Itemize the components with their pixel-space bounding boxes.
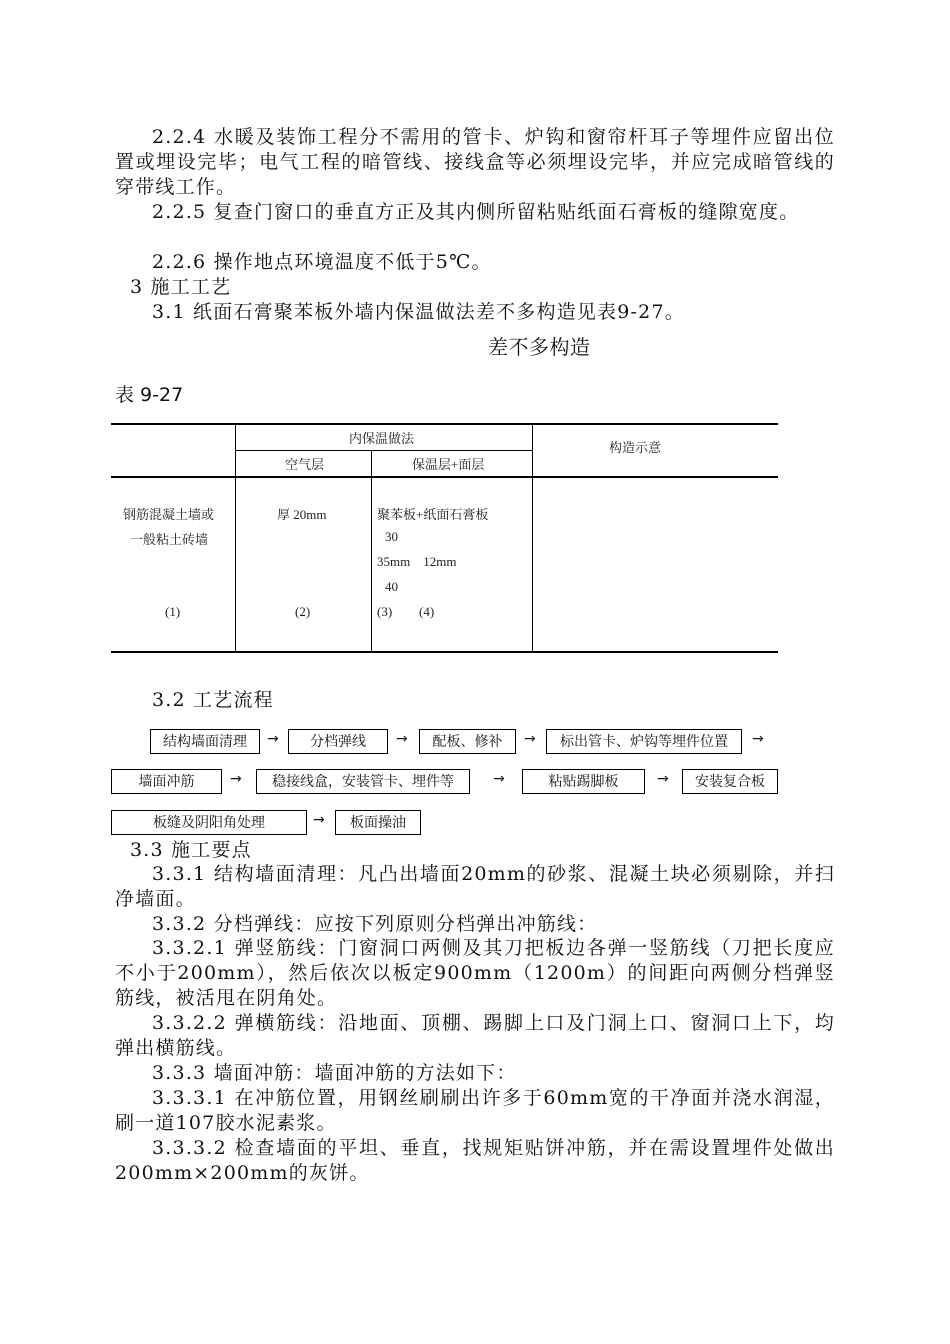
flow-step: 板面操油 (335, 810, 421, 835)
flow-step: 配板、修补 (419, 729, 516, 754)
paragraph-3-3-2-2: 3.3.2.2 弹横筋线：沿地面、顶棚、踢脚上口及门洞上口、窗洞口上下，均弹出横筋线。 (115, 1012, 835, 1059)
arrow-right-icon: → (396, 731, 408, 747)
flow-step: 稳接线盒，安装管卡、埋件等 (256, 769, 470, 794)
flow-step: 分档弹线 (288, 729, 388, 754)
header-air-layer: 空气层 (285, 457, 325, 472)
flow-step: 粘贴踢脚板 (522, 769, 645, 794)
paragraph-3-1: 3.1 纸面石膏聚苯板外墙内保温做法差不多构造见表9-27。 (152, 301, 685, 323)
arrow-right-icon: → (493, 771, 505, 787)
paragraph-2-2-5: 2.2.5 复查门窗口的垂直方正及其内侧所留粘贴纸面石膏板的缝隙宽度。 (152, 201, 800, 223)
cell-number: (1) (165, 604, 181, 619)
section-3-heading: 3 施工工艺 (130, 276, 232, 298)
paragraph-3-3-3: 3.3.3 墙面冲筋：墙面冲筋的方法如下： (152, 1062, 517, 1084)
table-title: 差不多构造 (488, 335, 591, 359)
section-3-2-heading: 3.2 工艺流程 (152, 689, 274, 711)
cell-insulation-value: 30 (385, 529, 398, 544)
paragraph-2-2-4: 2.2.4 水暖及装饰工程分不需用的管卡、炉钩和窗帘杆耳子等埋件应留出位置或埋设完毕；电气工程的暗管线、接线盒等必须埋设完毕，并应完成暗管线的穿带线工作。 (115, 126, 835, 198)
flow-step: 安装复合板 (682, 769, 778, 794)
paragraph-3-3-3-1: 3.3.3.1 在冲筋位置，用钢丝刷刷出许多于60mm宽的干净面并浇水润湿，刷一道107胶水泥素浆。 (115, 1087, 835, 1134)
table-header-divider (236, 450, 532, 451)
cell-number: (2) (295, 604, 311, 619)
cell-wall-type: 钢筋混凝土墙或 (123, 507, 215, 522)
cell-wall-type: 一般粘土砖墙 (130, 532, 209, 547)
arrow-right-icon: → (230, 771, 242, 787)
arrow-right-icon: → (657, 771, 669, 787)
table-top-border (111, 423, 778, 425)
cell-air-thickness: 厚 20mm (277, 507, 327, 522)
arrow-right-icon: → (313, 812, 325, 828)
flow-step: 标出管卡、炉钩等埋件位置 (546, 729, 742, 754)
cell-number: (3) (377, 604, 393, 619)
paragraph-2-2-6: 2.2.6 操作地点环境温度不低于5℃。 (152, 251, 492, 273)
flow-step: 墙面冲筋 (111, 769, 222, 794)
header-insulation-method: 内保温做法 (349, 431, 415, 446)
cell-insulation-value: 40 (385, 579, 398, 594)
table-col-divider (235, 423, 236, 653)
table-col-divider (532, 423, 533, 653)
flow-step: 结构墙面清理 (150, 729, 260, 754)
paragraph-3-3-3-2: 3.3.3.2 检查墙面的平坦、垂直，找规矩贴饼冲筋，并在需设置埋件处做出200mm×200mm的灰饼。 (115, 1137, 835, 1184)
table-header-border (111, 476, 778, 478)
cell-number: (4) (419, 604, 435, 619)
arrow-right-icon: → (524, 731, 536, 747)
arrow-right-icon: → (752, 731, 764, 747)
flow-step: 板缝及阴阳角处理 (111, 810, 307, 835)
cell-insulation-value: 35mm 12mm (377, 554, 457, 569)
table-label: 表 9-27 (115, 384, 184, 406)
table-col-divider (371, 450, 372, 653)
paragraph-3-3-1: 3.3.1 结构墙面清理：凡凸出墙面20mm的砂浆、混凝土块必须剔除，并扫净墙面。 (115, 863, 835, 910)
paragraph-3-3-2: 3.3.2 分档弹线：应按下列原则分档弹出冲筋线： (152, 913, 598, 935)
cell-insulation: 聚苯板+纸面石膏板 (377, 507, 489, 522)
header-construction-diagram: 构造示意 (609, 440, 662, 455)
section-3-3-heading: 3.3 施工要点 (130, 839, 252, 861)
table-bottom-border (111, 651, 778, 653)
header-insulation-surface: 保温层+面层 (412, 457, 485, 472)
arrow-right-icon: → (267, 731, 279, 747)
paragraph-3-3-2-1: 3.3.2.1 弹竖筋线：门窗洞口两侧及其刀把板边各弹一竖筋线（刀把长度应不小于200mm），然后依次以板定900mm（1200m）的间距向两侧分档弹竖筋线，被活甩在阴角处。 (115, 937, 835, 1009)
